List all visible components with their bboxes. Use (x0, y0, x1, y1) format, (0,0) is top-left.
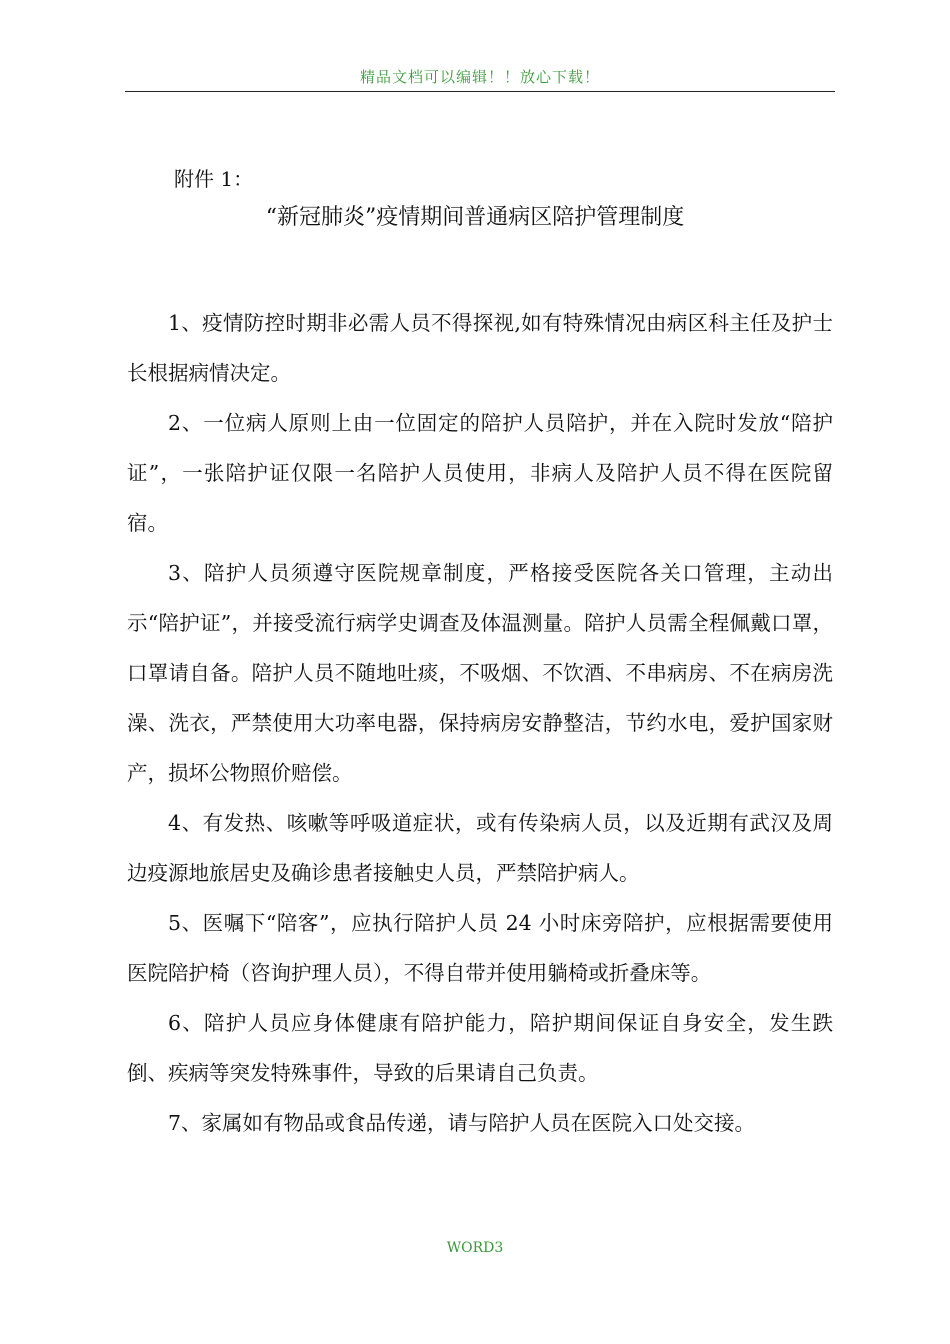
header-divider (125, 91, 835, 92)
paragraph-4: 4、有发热、咳嗽等呼吸道症状，或有传染病人员，以及近期有武汉及周边疫源地旅居史及确诊患者接触史人员，严禁陪护病人。 (127, 811, 833, 885)
paragraph-5: 5、医嘱下“陪客”，应执行陪护人员 24 小时床旁陪护，应根据需要使用医院陪护椅（咨询护理人员），不得自带并使用躺椅或折叠床等。 (127, 911, 833, 985)
page-footer: WORD3 (446, 1240, 504, 1256)
paragraph-1: 1、疫情防控时期非必需人员不得探视,如有特殊情况由病区科主任及护士长根据病情决定。 (127, 311, 833, 385)
paragraph-7: 7、家属如有物品或食品传递，请与陪护人员在医院入口处交接。 (168, 1111, 756, 1135)
document-body (127, 298, 833, 1148)
paragraph-6: 6、陪护人员应身体健康有陪护能力，陪护期间保证自身安全，发生跌倒、疾病等突发特殊事件，导致的后果请自己负责。 (127, 1011, 833, 1085)
paragraph-2: 2、一位病人原则上由一位固定的陪护人员陪护，并在入院时发放“陪护证”，一张陪护证仅限一名陪护人员使用，非病人及陪护人员不得在医院留宿。 (127, 411, 833, 535)
attachment-label: 附件 1： (174, 167, 254, 191)
paragraph-3: 3、陪护人员须遵守医院规章制度，严格接受医院各关口管理，主动出示“陪护证”，并接受流行病学史调查及体温测量。陪护人员需全程佩戴口罩，口罩请自备。陪护人员不随地吐痰，不吸烟、不饮酒、不串病房、不在病房洗澡、洗衣，严禁使用大功率电器，保持病房安静整洁，节约水电，爱护国家财产，损坏公物照价赔偿。 (127, 561, 833, 785)
document-title: “新冠肺炎”疫情期间普通病区陪护管理制度 (265, 205, 685, 230)
page-header-note: 精品文档可以编辑！！放心下载！ (359, 68, 600, 86)
